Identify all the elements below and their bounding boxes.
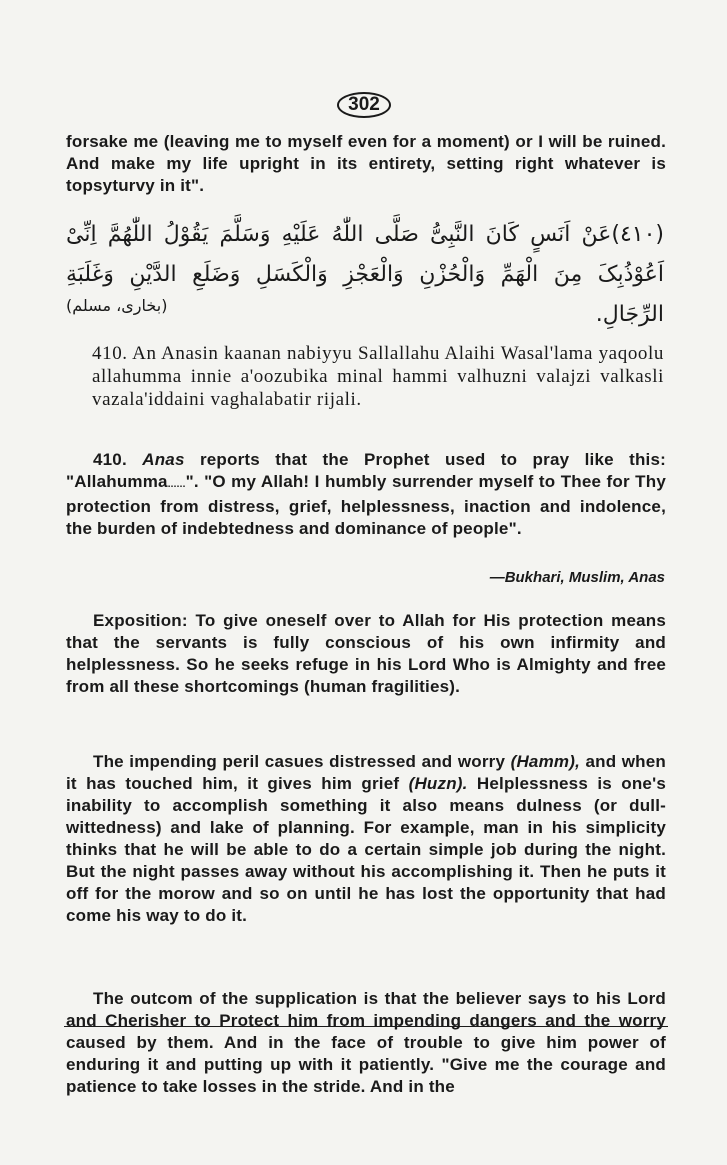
page-number [337, 92, 391, 118]
exposition-heading: Exposition: [93, 611, 188, 630]
intro-paragraph: forsake me (leaving me to myself even for a moment) or I will be ruined. And make my life upright in its entirety, setting right whatever is topsyturvy in it". [66, 132, 666, 195]
translation-number: 410. [93, 450, 127, 469]
exposition-paragraph-3: The outcom of the supplication is that the believer says to his Lord and Cherisher to Protect him from impending dangers and the worry caused by them. And in the face of trouble to give him power of enduring it and putting up with it patiently. "Give me the courage and patience to take losses in the stride. And in the [66, 989, 666, 1096]
hadith-attribution: —Bukhari, Muslim, Anas [489, 569, 665, 586]
hadith-arabic-reference: (بخاری، مسلم) [66, 296, 168, 315]
translation-rest: ". "O my Allah! I humbly surrender myself to Thee for Thy protection from distress, grief, helplessness, inaction and indolence, the burden of indebtedness and dominance of people". [66, 472, 666, 538]
translation-lead: reports that the Prophet used to pray like this: "Allahumma [66, 450, 666, 491]
exposition-p2-a: The impending peril casues distressed and worry [93, 752, 506, 771]
exposition-term-huzn: (Huzn). [408, 774, 468, 793]
hadith-transliteration: 410. An Anasin kaanan nabiyyu Sallallahu Alaihi Wasal'lama yaqoolu allahumma innie a'oozubika minal hammi valhuzni valajzi valkasli vazala'iddaini vaghalabatir rijali. [92, 343, 664, 410]
footer-rule [64, 1026, 668, 1027]
exposition-term-hamm: (Hamm), [510, 752, 581, 771]
exposition-paragraph-1 [66, 610, 666, 698]
exposition-p2-c: Helplessness is one's inability to accomplish something it also means dulness (or dull-wittedness) and lake of planning. For example, man in his simplicity thinks that he will be able to do a certain simple job during the night. But the night passes away without his accomplishing it. Then he puts it off for the morow and so on until he has lost the opportunity that had come his way to do it. [66, 774, 666, 925]
hadith-translation [66, 449, 666, 540]
page-number-text: 302 [348, 94, 380, 115]
translation-narrator: Anas [142, 450, 185, 469]
exposition-p1-text: To give oneself over to Allah for His protection means that the servants is fully conscious of his own infirmity and helplessness. So he seeks refuge in his Lord Who is Almighty and free from all these shortcomings (human fragilities). [66, 611, 666, 696]
exposition-paragraph-2 [66, 751, 666, 927]
hadith-arabic-text: (٤١٠)عَنْ اَنَسٍ كَانَ النَّبِیُّ صَلَّی اللّٰهُ عَلَیْهِ وَسَلَّمَ یَقُوْلُ اللّٰهُمَّ اِنِّیْ اَعُوْذُبِکَ مِنَ الْهَمِّ وَالْحُزْنِ وَالْعَجْزِ وَالْکَسَلِ وَضَلَعِ الدَّیْنِ وَغَلَبَةِ الرِّجَالِ. [66, 222, 664, 327]
translation-ellipsis: ...... [167, 479, 186, 490]
exposition-p2-b: and when it has touched him, it gives him grief [66, 752, 666, 793]
